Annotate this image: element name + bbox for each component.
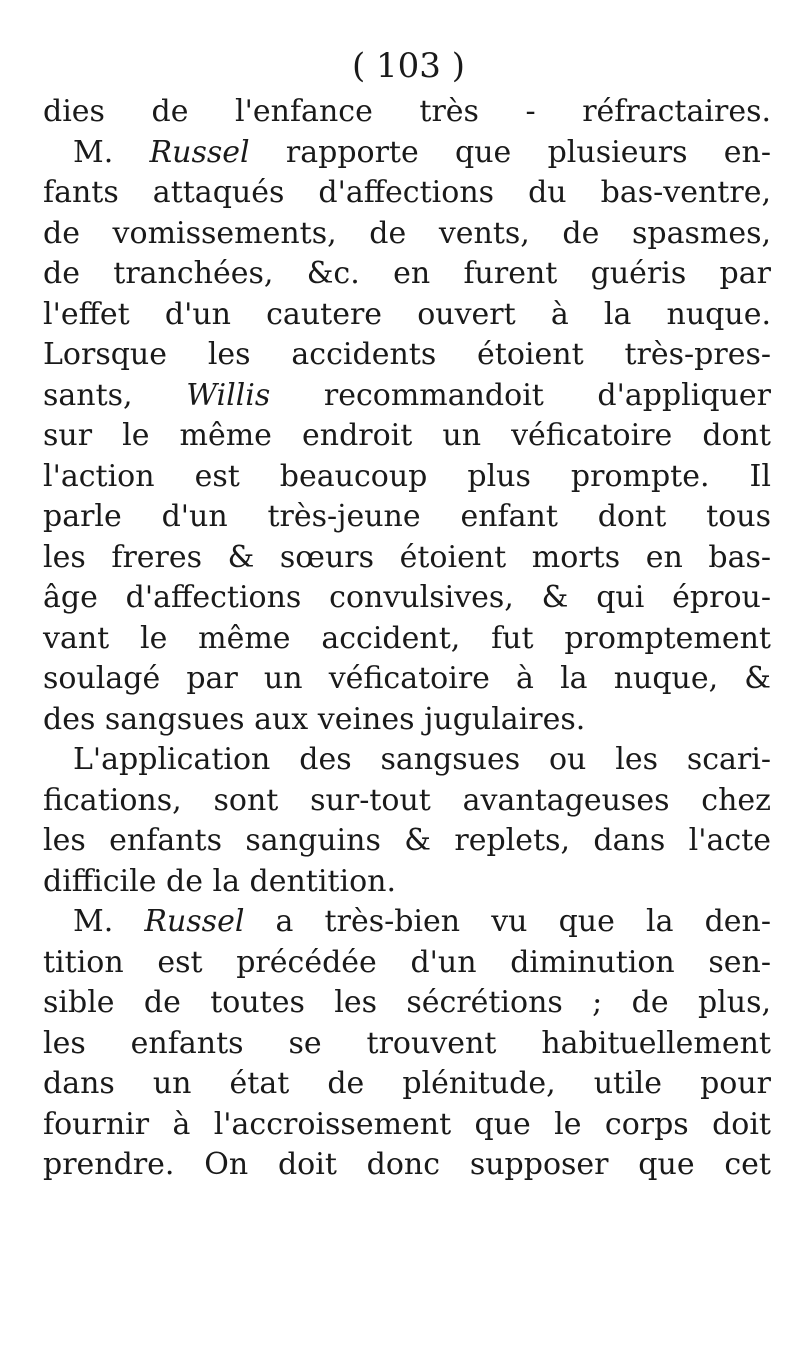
text-line: M. Russel rapporte que plusieurs en- xyxy=(73,134,772,170)
text-line: soulagé par un véficatoire à la nuque, & xyxy=(43,661,771,696)
text-line: âge d'affections convulsives, & qui éprou- xyxy=(43,580,771,615)
text-line: fants attaqués d'affections du bas-ventre, xyxy=(43,175,771,210)
text-line: M. Russel a très-bien vu que la den- xyxy=(73,904,771,939)
text-line: prendre. On doit donc supposer que cet xyxy=(43,1147,771,1182)
text-line: difficile de la dentition. xyxy=(43,863,396,899)
page-number: ( 103 ) xyxy=(351,46,466,86)
text-line: L'application des sangsues ou les scari- xyxy=(73,742,771,777)
text-line: les enfants sanguins & replets, dans l'acte xyxy=(43,823,771,858)
author-name: Willis xyxy=(186,377,271,413)
text-line: les enfants se trouvent habituellement xyxy=(43,1025,771,1061)
text-line: l'effet d'un cautere ouvert à la nuque. xyxy=(43,296,771,332)
author-name: Russel xyxy=(144,904,245,939)
text-line: sur le même endroit un véficatoire dont xyxy=(43,418,771,453)
text-line: les freres & sœurs étoient morts en bas- xyxy=(43,539,771,575)
text-line: des sangsues aux veines jugulaires. xyxy=(43,701,586,737)
author-name: Russel xyxy=(149,134,250,170)
text-line: fournir à l'accroissement que le corps doit xyxy=(43,1106,771,1142)
text-line: sants, Willis recommandoit d'appliquer xyxy=(43,377,771,413)
text-line: tition est précédée d'un diminution sen- xyxy=(43,944,771,980)
text-line: vant le même accident, fut promptement xyxy=(43,620,771,656)
text-line: dies de l'enfance très - réfractaires. xyxy=(43,94,771,129)
text-line: de tranchées, &c. en furent guéris par xyxy=(43,256,771,291)
text-line: parle d'un très-jeune enfant dont tous xyxy=(43,499,771,534)
text-line: de vomissements, de vents, de spasmes, xyxy=(43,215,771,251)
text-line: l'action est beaucoup plus prompte. Il xyxy=(43,458,771,494)
text-line: fications, sont sur-tout avantageuses chez xyxy=(43,782,771,818)
text-line: dans un état de plénitude, utile pour xyxy=(43,1066,771,1101)
text-line: sible de toutes les sécrétions ; de plus, xyxy=(43,985,771,1020)
text-line: Lorsque les accidents étoient très-pres- xyxy=(43,337,771,372)
body-text xyxy=(43,92,771,1186)
